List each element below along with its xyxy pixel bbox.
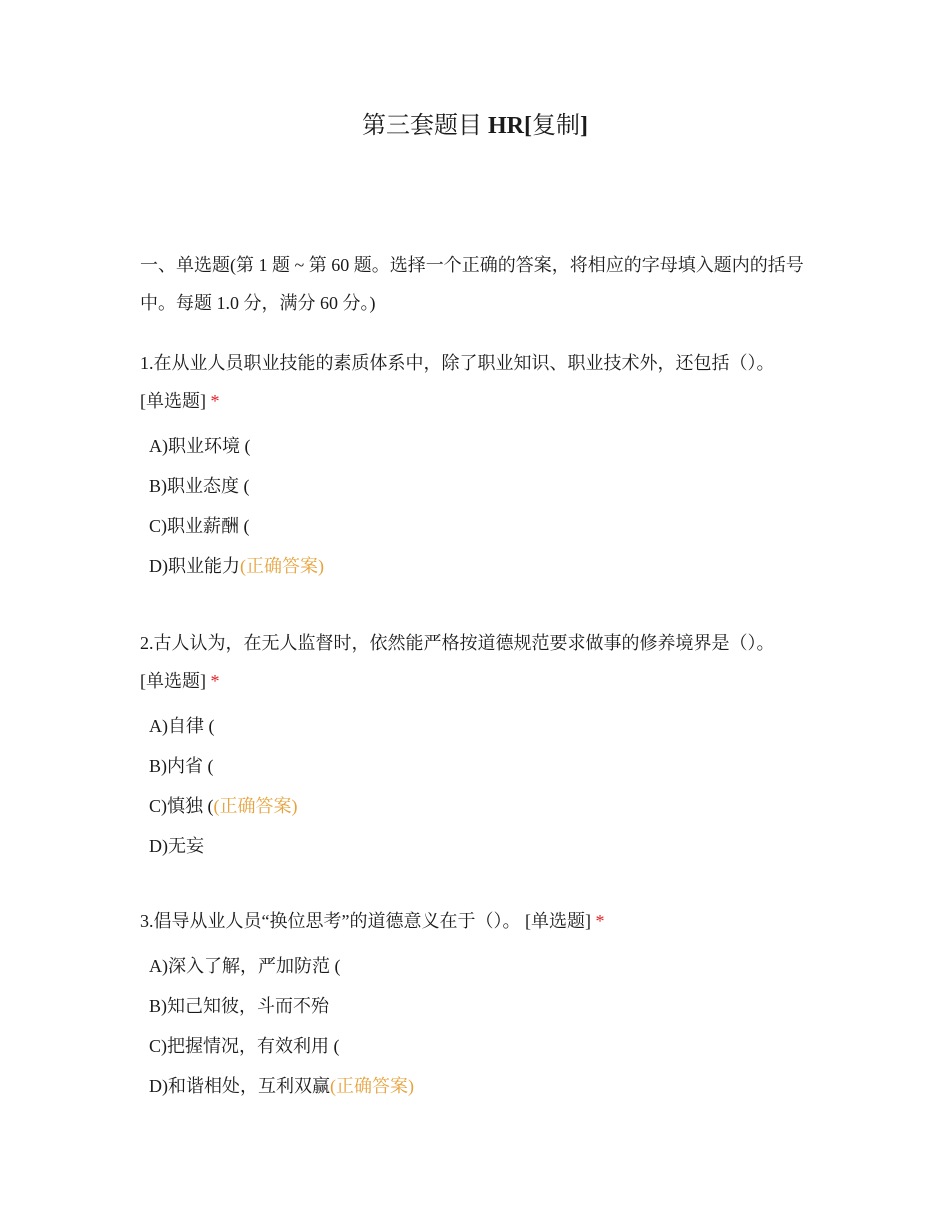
- question-type-label: [单选题]: [140, 671, 206, 691]
- option-b: [140, 466, 820, 506]
- correct-answer-tag: (正确答案): [240, 556, 324, 576]
- document-title: [0, 108, 950, 144]
- option-a: [140, 706, 820, 746]
- question-2: [140, 624, 820, 866]
- option-c: [140, 786, 820, 826]
- question-stem: [140, 624, 820, 700]
- required-mark: *: [210, 391, 220, 411]
- option-text: B)职业态度 (: [149, 476, 250, 496]
- required-mark: *: [210, 671, 220, 691]
- question-stem: [140, 344, 820, 420]
- question-type-label: [单选题]: [140, 391, 206, 411]
- question-type-label: [单选题]: [524, 911, 591, 931]
- question-text: 3.倡导从业人员“换位思考”的道德意义在于（）。: [140, 911, 521, 931]
- question-3: [140, 902, 820, 1106]
- option-text: C)职业薪酬 (: [149, 516, 250, 536]
- option-c: [140, 1026, 820, 1066]
- option-d: [140, 826, 820, 866]
- option-text: C)把握情况，有效利用 (: [149, 1036, 340, 1056]
- option-text: D)无妄: [149, 836, 204, 856]
- option-text: B)内省 (: [149, 756, 214, 776]
- correct-answer-tag: (正确答案): [330, 1076, 414, 1096]
- question-1: [140, 344, 820, 586]
- question-text: 2.古人认为，在无人监督时，依然能严格按道德规范要求做事的修养境界是（）。: [140, 633, 775, 653]
- option-text: A)深入了解，严加防范 (: [149, 956, 341, 976]
- option-b: [140, 746, 820, 786]
- question-text: 1.在从业人员职业技能的素质体系中，除了职业知识、职业技术外，还包括（）。: [140, 353, 775, 373]
- option-list: [140, 946, 820, 1106]
- option-d: [140, 546, 820, 586]
- option-a: [140, 946, 820, 986]
- option-list: [140, 426, 820, 586]
- title-middle: 复制: [532, 113, 580, 139]
- required-mark: *: [595, 911, 605, 931]
- option-text: D)和谐相处，互利双赢: [149, 1076, 330, 1096]
- option-text: C)慎独 (: [149, 796, 214, 816]
- question-stem: [140, 902, 820, 940]
- option-b: [140, 986, 820, 1026]
- option-d: [140, 1066, 820, 1106]
- title-bold: HR[: [488, 113, 532, 139]
- correct-answer-tag: (正确答案): [213, 796, 298, 816]
- option-text: B)知己知彼，斗而不殆: [149, 996, 329, 1016]
- option-list: [140, 706, 820, 866]
- title-suffix: ]: [580, 113, 588, 139]
- title-prefix: 第三套题目: [362, 113, 488, 139]
- option-text: A)自律 (: [149, 716, 215, 736]
- option-a: [140, 426, 820, 466]
- section-intro: 一、单选题(第 1 题 ~ 第 60 题。选择一个正确的答案，将相应的字母填入题内的括号中。每题 1.0 分，满分 60 分。): [140, 255, 804, 313]
- option-c: [140, 506, 820, 546]
- option-text: D)职业能力: [149, 556, 240, 576]
- option-text: A)职业环境 (: [149, 436, 251, 456]
